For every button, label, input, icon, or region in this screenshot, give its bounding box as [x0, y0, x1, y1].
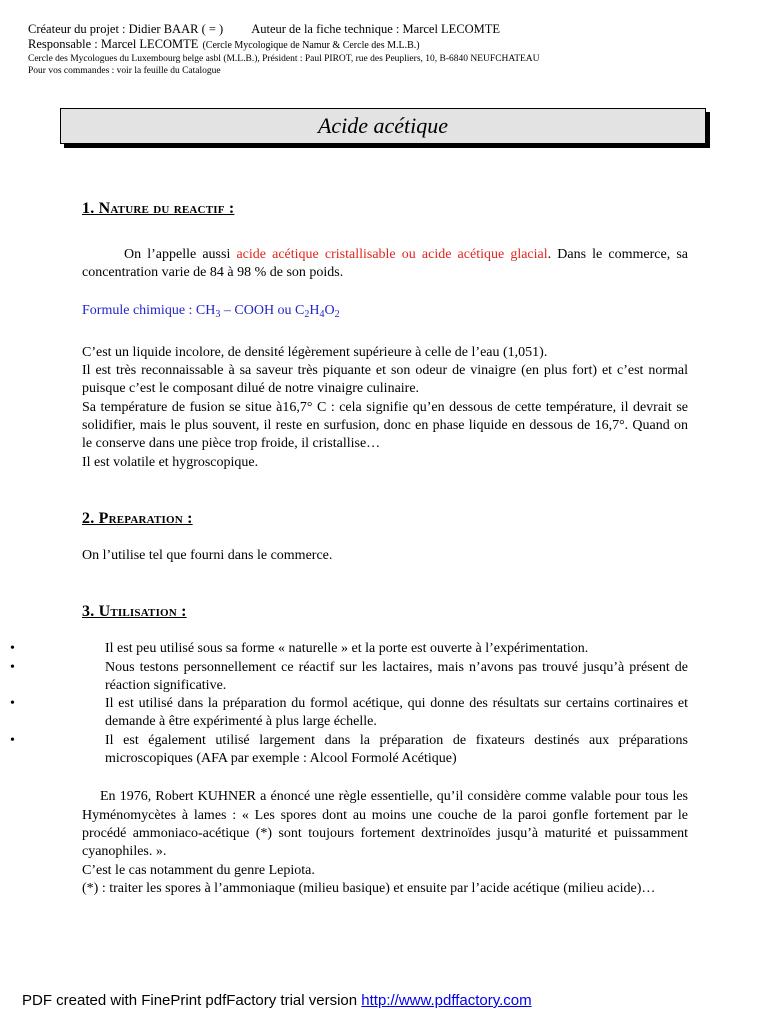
header-line-1 — [28, 22, 748, 37]
paragraph-taste: Il est très reconnaissable à sa saveur très piquante et son odeur de vinaigre (en plus fort) et c’est normal puisque c’est le composant dilué de notre vinaigre culinaire. — [82, 363, 688, 397]
creator-text: Créateur du projet : Didier BAAR ( = ) — [28, 22, 224, 36]
text-run: On l’appelle aussi — [124, 247, 237, 262]
paragraph-nature-intro — [82, 246, 688, 283]
paragraph-fusion: Sa température de fusion se situe à16,7° C : cela signifie qu’en dessous de cette température, il devrait se solidifier, mais le plus souvent, il reste en surfusion, donc en phase liquide en dessous de 16,7°. Quand on le conserve dans une pièce trop froide, il cristallise… — [82, 399, 688, 452]
pdf-footer — [22, 992, 532, 1009]
utilisation-bullet-list — [10, 640, 688, 768]
formula-text: – COOH ou C — [220, 302, 305, 318]
header-line-2 — [28, 37, 748, 53]
paragraph-density: C’est un liquide incolore, de densité légèrement supérieure à celle de l’eau (1,051). — [82, 344, 548, 360]
document-body — [10, 200, 688, 898]
responsible-text: Responsable : Marcel LECOMTE — [28, 37, 199, 51]
list-item-text: Il est utilisé dans la préparation du formol acétique, qui donne des résultats sur certains cortinaires et demande à être expérimenté à plus large échelle. — [105, 696, 688, 730]
formula-text: O — [324, 302, 335, 318]
list-item — [10, 695, 688, 732]
pdffactory-link[interactable]: http://www.pdffactory.com — [361, 992, 532, 1009]
list-item-text: Nous testons personnellement ce réactif sur les lactaires, mais n’avons pas trouvé jusqu’à présent de réaction significative. — [105, 659, 688, 693]
header-line-3: Cercle des Mycologues du Luxembourg belge asbl (M.L.B.), Président : Paul PIROT, rue des Peupliers, 10, B-6840 NEUFCHATEAU — [28, 54, 540, 64]
paragraph-lepiota: C’est le cas notamment du genre Lepiota. — [82, 862, 315, 878]
formula-label: Formule chimique : CH — [82, 302, 216, 318]
header-line-4: Pour vos commandes : voir la feuille du Catalogue — [28, 66, 221, 76]
list-item — [10, 732, 688, 769]
footer-text: PDF created with FinePrint pdfFactory trial version — [22, 992, 362, 1009]
formula-subscript: 2 — [334, 308, 340, 320]
list-item-text: Il est peu utilisé sous sa forme « naturelle » et la porte est ouverte à l’expérimentation. — [105, 641, 589, 657]
text-run: . Dans le commerce, sa concentration varie de 84 à 98 % de son poids. — [82, 247, 688, 281]
page-title: Acide acétique — [60, 108, 706, 144]
formula-subscript: 4 — [319, 308, 325, 320]
list-item — [10, 659, 688, 696]
author-text: Auteur de la fiche technique : Marcel LECOMTE — [251, 22, 501, 36]
section-heading-nature: 1. Nature du reactif : — [82, 200, 235, 217]
bullet-icon: • — [10, 732, 15, 748]
paragraph-volatile: Il est volatile et hygroscopique. — [82, 454, 259, 470]
bullet-icon: • — [10, 696, 15, 712]
chemical-formula — [82, 302, 688, 320]
list-item-text: Il est également utilisé largement dans la préparation de fixateurs destinés aux préparations microscopiques (AFA par exemple : Alcool Formolé Acétique) — [105, 732, 688, 767]
responsible-org-text: (Cercle Mycologique de Namur & Cercle des M.L.B.) — [202, 40, 420, 51]
formula-subscript: 2 — [304, 308, 310, 320]
bullet-icon: • — [10, 641, 15, 657]
bullet-icon: • — [10, 659, 15, 675]
list-item — [10, 640, 688, 658]
paragraph-preparation: On l’utilise tel que fourni dans le commerce. — [82, 547, 333, 563]
formula-text: H — [309, 302, 320, 318]
paragraph-footnote: (*) : traiter les spores à l’ammoniaque (milieu basique) et ensuite par l’acide acétique (milieu acide)… — [82, 880, 656, 896]
highlight-red-text: acide acétique cristallisable ou acide acétique glacial — [236, 247, 548, 262]
section-heading-preparation: 2. Preparation : — [82, 509, 193, 527]
section-heading-utilisation: 3. Utilisation : — [82, 603, 187, 621]
document-header — [28, 22, 748, 77]
paragraph-kuhner: En 1976, Robert KUHNER a énoncé une règle essentielle, qu’il considère comme valable pour tous les Hyménomycètes à lames : « Les spores dont au moins une couche de la paroi gonfle fortement par le procédé ammoniaco-acétique (*) sont toujours fortement dextrinoïdes jusqu’à maturité et puissamment cyanophiles. ». — [82, 789, 688, 860]
formula-subscript: 3 — [215, 308, 221, 320]
